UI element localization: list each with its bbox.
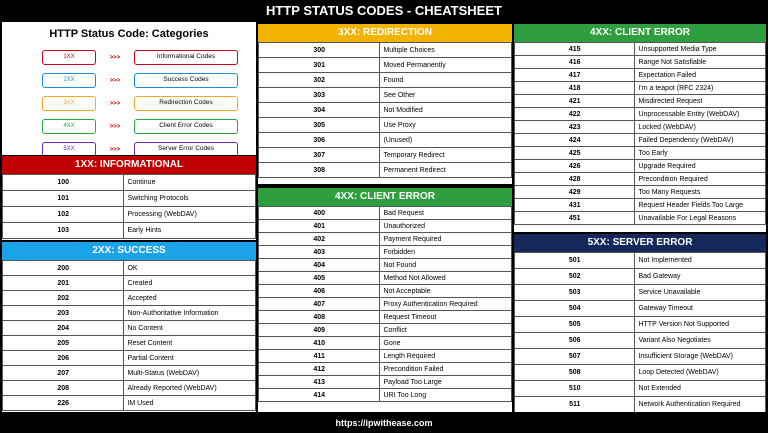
- status-code: 506: [515, 333, 635, 349]
- status-description: Unprocessable Entity (WebDAV): [635, 108, 766, 121]
- section-header: 3XX: REDIRECTION: [258, 24, 512, 42]
- status-description: Failed Dependency (WebDAV): [635, 134, 766, 147]
- status-code: 303: [259, 88, 380, 103]
- section-header: 4XX: CLIENT ERROR: [258, 188, 512, 206]
- status-code: 302: [259, 73, 380, 88]
- status-code: 308: [259, 163, 380, 178]
- status-code: 410: [259, 337, 380, 350]
- table-row: [515, 365, 766, 381]
- status-code: 412: [259, 363, 380, 376]
- status-code: 411: [259, 350, 380, 363]
- table-row: [515, 285, 766, 301]
- status-code: 402: [259, 233, 380, 246]
- table-row: [515, 134, 766, 147]
- status-code: 404: [259, 259, 380, 272]
- arrow-right-icon: >>>: [109, 123, 121, 130]
- status-code: 425: [515, 147, 635, 160]
- category-row: [2, 115, 256, 138]
- status-description: Created: [124, 276, 256, 291]
- status-description: Misdirected Request: [635, 95, 766, 108]
- status-code: 401: [259, 220, 380, 233]
- table-row: [259, 246, 512, 259]
- category-row: [2, 69, 256, 92]
- status-code-table: [258, 42, 512, 178]
- table-row: [515, 317, 766, 333]
- status-description: Not Implemented: [635, 253, 766, 269]
- table-row: [259, 118, 512, 133]
- status-code: 426: [515, 160, 635, 173]
- status-code: 413: [259, 376, 380, 389]
- categories-title: HTTP Status Code: Categories: [49, 28, 209, 40]
- status-code: 414: [259, 389, 380, 402]
- category-label-badge: Success Codes: [134, 73, 238, 88]
- status-description: Non-Authoritative Information: [124, 306, 256, 321]
- status-description: Not Found: [380, 259, 512, 272]
- status-code: 301: [259, 58, 380, 73]
- table-row: [3, 261, 256, 276]
- table-row: [515, 160, 766, 173]
- section-redirection: [258, 24, 512, 184]
- status-code: 406: [259, 285, 380, 298]
- section-header: 1XX: INFORMATIONAL: [2, 156, 256, 174]
- status-description: Conflict: [380, 324, 512, 337]
- table-row: [259, 58, 512, 73]
- status-code: 409: [259, 324, 380, 337]
- status-code-table: [2, 174, 256, 239]
- status-code: 421: [515, 95, 635, 108]
- status-description: URI Too Long: [380, 389, 512, 402]
- status-code: 451: [515, 212, 635, 225]
- status-description: Upgrade Required: [635, 160, 766, 173]
- table-row: [515, 349, 766, 365]
- table-row: [515, 69, 766, 82]
- status-code: 101: [3, 191, 124, 207]
- status-code: 203: [3, 306, 124, 321]
- status-description: Bad Request: [380, 207, 512, 220]
- category-code-badge: 4XX: [42, 119, 96, 134]
- table-row: [515, 43, 766, 56]
- table-row: [259, 233, 512, 246]
- status-description: Unsupported Media Type: [635, 43, 766, 56]
- status-description: Found: [380, 73, 512, 88]
- arrow-right-icon: >>>: [109, 77, 121, 84]
- status-description: Service Unavailable: [635, 285, 766, 301]
- table-row: [3, 396, 256, 411]
- status-code: 405: [259, 272, 380, 285]
- status-code: 417: [515, 69, 635, 82]
- status-code-table: [258, 206, 512, 402]
- status-code: 103: [3, 223, 124, 239]
- category-label-badge: Server Error Codes: [134, 142, 238, 155]
- status-description: Too Early: [635, 147, 766, 160]
- table-row: [515, 95, 766, 108]
- table-row: [515, 173, 766, 186]
- status-description: Request Header Fields Too Large: [635, 199, 766, 212]
- table-row: [259, 389, 512, 402]
- arrow-right-icon: >>>: [109, 54, 121, 61]
- status-code: 501: [515, 253, 635, 269]
- status-description: Bad Gateway: [635, 269, 766, 285]
- status-description: Precondition Required: [635, 173, 766, 186]
- status-description: Reset Content: [124, 336, 256, 351]
- status-code: 429: [515, 186, 635, 199]
- status-description: Moved Permanently: [380, 58, 512, 73]
- status-code: 422: [515, 108, 635, 121]
- table-row: [259, 163, 512, 178]
- table-row: [259, 311, 512, 324]
- table-row: [259, 88, 512, 103]
- status-description: Insufficient Storage (WebDAV): [635, 349, 766, 365]
- table-row: [515, 82, 766, 95]
- table-row: [515, 212, 766, 225]
- status-code: 204: [3, 321, 124, 336]
- section-server-error: [514, 234, 766, 412]
- status-code: 504: [515, 301, 635, 317]
- status-code: 407: [259, 298, 380, 311]
- table-row: [3, 191, 256, 207]
- status-code-table: [514, 252, 766, 412]
- status-description: Unavailable For Legal Reasons: [635, 212, 766, 225]
- table-row: [515, 147, 766, 160]
- status-description: Not Modified: [380, 103, 512, 118]
- table-row: [3, 336, 256, 351]
- status-description: Unauthorized: [380, 220, 512, 233]
- status-code: 423: [515, 121, 635, 134]
- status-description: Accepted: [124, 291, 256, 306]
- status-description: Continue: [124, 175, 256, 191]
- status-code: 305: [259, 118, 380, 133]
- table-row: [259, 350, 512, 363]
- status-code: 207: [3, 366, 124, 381]
- table-row: [3, 223, 256, 239]
- status-code: 400: [259, 207, 380, 220]
- category-code-badge: 1XX: [42, 50, 96, 65]
- table-row: [3, 321, 256, 336]
- status-description: Range Not Satisfiable: [635, 56, 766, 69]
- table-row: [259, 220, 512, 233]
- status-code: 408: [259, 311, 380, 324]
- status-description: OK: [124, 261, 256, 276]
- category-row: [2, 46, 256, 69]
- table-row: [259, 148, 512, 163]
- status-code-table: [514, 42, 766, 225]
- page-title: HTTP STATUS CODES - CHEATSHEET: [266, 3, 502, 18]
- status-description: Request Timeout: [380, 311, 512, 324]
- status-description: Locked (WebDAV): [635, 121, 766, 134]
- table-row: [3, 175, 256, 191]
- table-row: [515, 56, 766, 69]
- status-code: 100: [3, 175, 124, 191]
- category-code-badge: 2XX: [42, 73, 96, 88]
- status-code: 503: [515, 285, 635, 301]
- section-informational: [2, 156, 256, 240]
- status-code: 206: [3, 351, 124, 366]
- table-row: [515, 333, 766, 349]
- table-row: [3, 351, 256, 366]
- status-description: Too Many Requests: [635, 186, 766, 199]
- table-row: [3, 366, 256, 381]
- status-description: Payload Too Large: [380, 376, 512, 389]
- table-row: [3, 381, 256, 396]
- category-label-badge: Informational Codes: [134, 50, 238, 65]
- status-description: Forbidden: [380, 246, 512, 259]
- category-row: [2, 138, 256, 155]
- section-client-error: [258, 188, 512, 412]
- status-code: 416: [515, 56, 635, 69]
- status-description: No Content: [124, 321, 256, 336]
- status-description: Not Acceptable: [380, 285, 512, 298]
- arrow-right-icon: >>>: [109, 100, 121, 107]
- status-code: 300: [259, 43, 380, 58]
- status-code: 102: [3, 207, 124, 223]
- table-row: [515, 108, 766, 121]
- status-code: 226: [3, 396, 124, 411]
- status-code: 424: [515, 134, 635, 147]
- section-header: 2XX: SUCCESS: [2, 242, 256, 260]
- table-row: [515, 121, 766, 134]
- table-row: [259, 298, 512, 311]
- table-row: [3, 207, 256, 223]
- status-description: Use Proxy: [380, 118, 512, 133]
- status-code: 205: [3, 336, 124, 351]
- status-description: See Other: [380, 88, 512, 103]
- status-description: Processing (WebDAV): [124, 207, 256, 223]
- status-description: Temporary Redirect: [380, 148, 512, 163]
- status-description: Precondition Failed: [380, 363, 512, 376]
- categories-list: [2, 46, 256, 155]
- table-row: [259, 363, 512, 376]
- status-description: Expectation Failed: [635, 69, 766, 82]
- status-description: Partial Content: [124, 351, 256, 366]
- table-row: [259, 285, 512, 298]
- table-row: [259, 272, 512, 285]
- status-code: 428: [515, 173, 635, 186]
- table-row: [3, 306, 256, 321]
- status-description: I'm a teapot (RFC 2324): [635, 82, 766, 95]
- status-code: 502: [515, 269, 635, 285]
- table-row: [259, 337, 512, 350]
- status-code: 507: [515, 349, 635, 365]
- status-code: 508: [515, 365, 635, 381]
- status-code: 418: [515, 82, 635, 95]
- status-description: Proxy Authentication Required: [380, 298, 512, 311]
- table-row: [259, 324, 512, 337]
- table-row: [259, 43, 512, 58]
- section-client-error-continued: [514, 24, 766, 232]
- table-row: [259, 376, 512, 389]
- arrow-right-icon: >>>: [109, 146, 121, 153]
- status-code: 505: [515, 317, 635, 333]
- status-code: 415: [515, 43, 635, 56]
- status-description: Multiple Choices: [380, 43, 512, 58]
- table-row: [3, 276, 256, 291]
- status-description: Permanent Redirect: [380, 163, 512, 178]
- category-code-badge: 5XX: [42, 142, 96, 155]
- category-code-badge: 3XX: [42, 96, 96, 111]
- status-code: 510: [515, 381, 635, 397]
- status-code-table: [2, 260, 256, 411]
- status-description: Not Extended: [635, 381, 766, 397]
- status-code: 511: [515, 397, 635, 413]
- status-code: 208: [3, 381, 124, 396]
- category-label-badge: Redirection Codes: [134, 96, 238, 111]
- status-code: 307: [259, 148, 380, 163]
- status-code: 201: [3, 276, 124, 291]
- status-description: Variant Also Negotiates: [635, 333, 766, 349]
- categories-panel: [2, 22, 256, 155]
- status-description: (Unused): [380, 133, 512, 148]
- table-row: [515, 381, 766, 397]
- section-success: [2, 242, 256, 412]
- status-description: IM Used: [124, 396, 256, 411]
- status-code: 202: [3, 291, 124, 306]
- section-header: 5XX: SERVER ERROR: [514, 234, 766, 252]
- status-code: 403: [259, 246, 380, 259]
- table-row: [515, 397, 766, 413]
- status-description: Length Required: [380, 350, 512, 363]
- table-row: [259, 133, 512, 148]
- table-row: [515, 253, 766, 269]
- table-row: [3, 291, 256, 306]
- section-header: 4XX: CLIENT ERROR: [514, 24, 766, 42]
- status-code: 306: [259, 133, 380, 148]
- table-row: [515, 301, 766, 317]
- table-row: [515, 269, 766, 285]
- footer-url: https://ipwithease.com: [335, 418, 433, 428]
- status-description: Multi-Status (WebDAV): [124, 366, 256, 381]
- status-description: HTTP Version Not Supported: [635, 317, 766, 333]
- status-description: Method Not Allowed: [380, 272, 512, 285]
- table-row: [259, 73, 512, 88]
- category-row: [2, 92, 256, 115]
- table-row: [515, 199, 766, 212]
- status-description: Already Reported (WebDAV): [124, 381, 256, 396]
- status-description: Early Hints: [124, 223, 256, 239]
- status-code: 304: [259, 103, 380, 118]
- status-description: Gone: [380, 337, 512, 350]
- status-code: 431: [515, 199, 635, 212]
- status-description: Payment Required: [380, 233, 512, 246]
- status-description: Switching Protocols: [124, 191, 256, 207]
- table-row: [259, 259, 512, 272]
- status-description: Network Authentication Required: [635, 397, 766, 413]
- table-row: [259, 103, 512, 118]
- table-row: [515, 186, 766, 199]
- table-row: [259, 207, 512, 220]
- status-description: Gateway Timeout: [635, 301, 766, 317]
- status-description: Loop Detected (WebDAV): [635, 365, 766, 381]
- category-label-badge: Client Error Codes: [134, 119, 238, 134]
- status-code: 200: [3, 261, 124, 276]
